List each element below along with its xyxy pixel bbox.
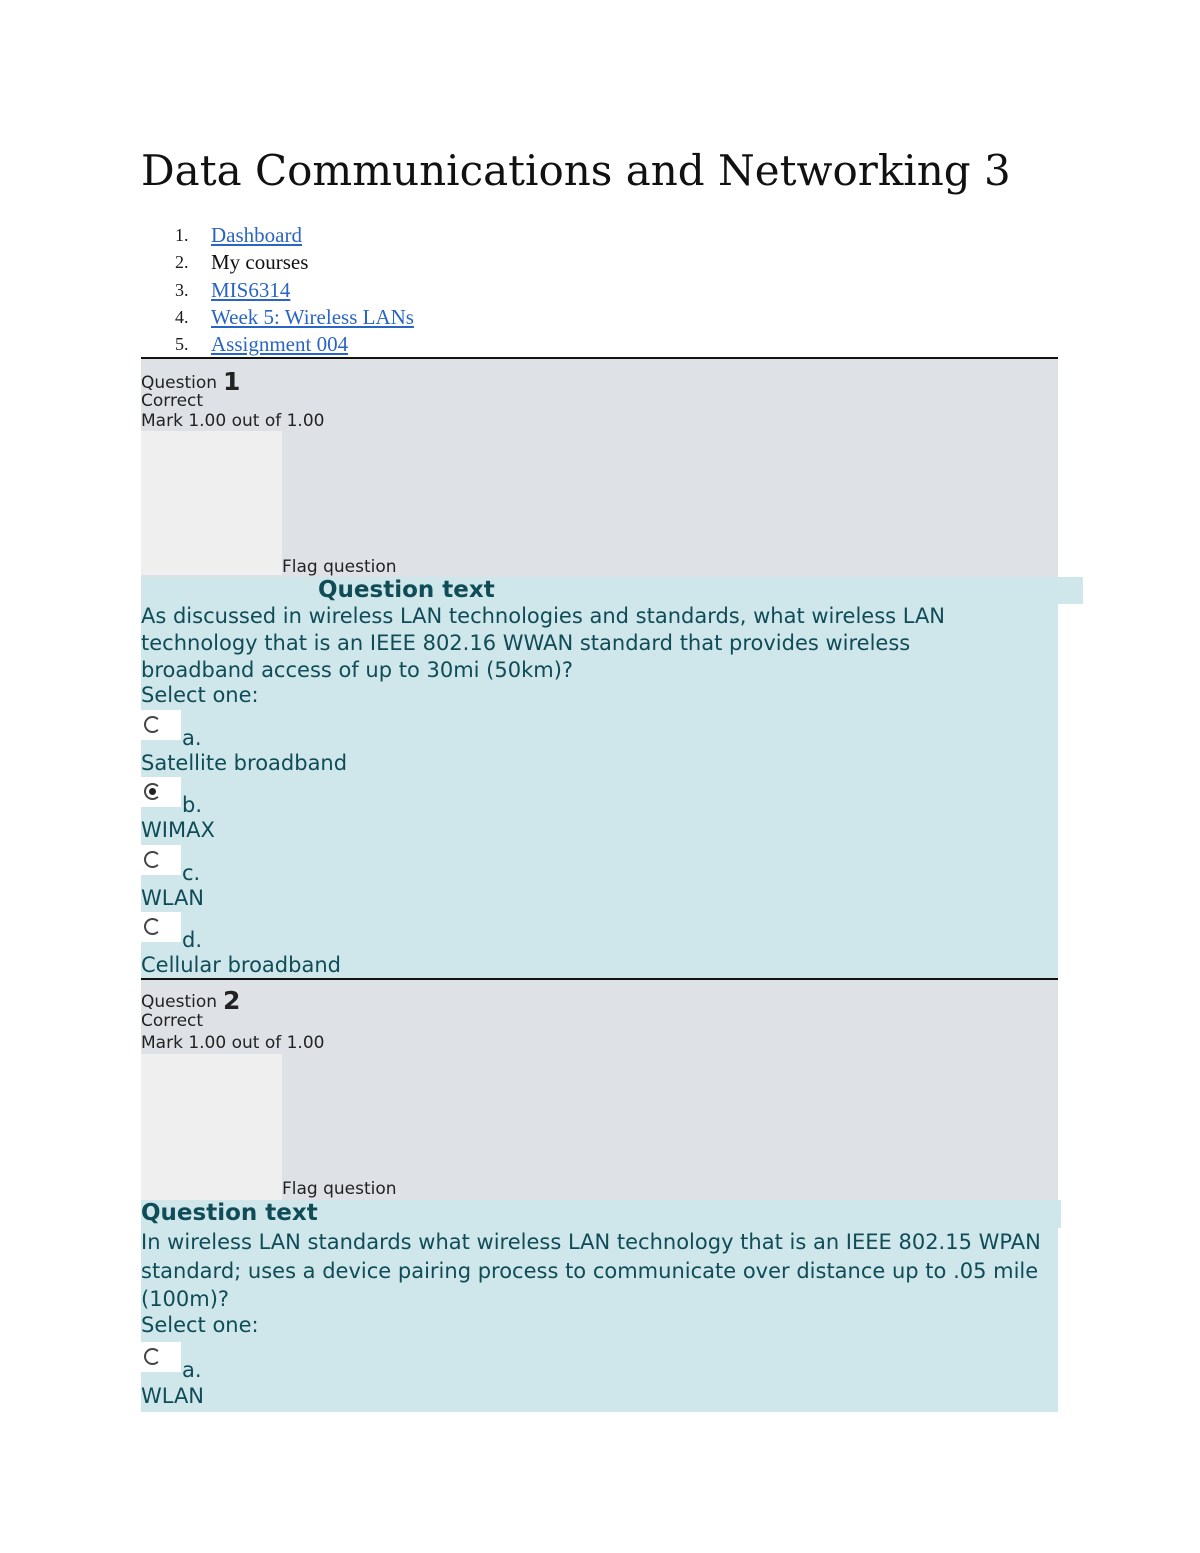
- answer-option-d[interactable]: [141, 912, 341, 952]
- option-letter: a.: [182, 1358, 202, 1382]
- breadcrumb-link-dashboard[interactable]: Dashboard: [211, 223, 302, 247]
- radio-unchecked-icon[interactable]: [144, 918, 161, 935]
- question-mark: Mark 1.00 out of 1.00: [141, 1033, 325, 1053]
- radio-unchecked-icon[interactable]: [144, 1348, 161, 1365]
- breadcrumb-link-week[interactable]: Week 5: Wireless LANs: [211, 304, 414, 329]
- option-text: Cellular broadband: [141, 953, 341, 977]
- radio-box: [141, 710, 181, 740]
- radio-box: [141, 1342, 181, 1372]
- radio-box: [141, 777, 181, 807]
- answer-option-a[interactable]: [141, 710, 341, 750]
- option-text: WIMAX: [141, 818, 215, 842]
- question-text: In wireless LAN standards what wireless LAN technology that is an IEEE 802.15 WPAN standard; uses a device pairing process to communicate over distance up to .05 mile (100m)?: [141, 1230, 1041, 1311]
- breadcrumb-number: 5.: [175, 334, 189, 355]
- breadcrumb-item-week[interactable]: [141, 304, 414, 331]
- question-mark: Mark 1.00 out of 1.00: [141, 411, 325, 431]
- question-number-value: 1: [223, 367, 241, 396]
- option-text: WLAN: [141, 886, 205, 910]
- select-prompt: Select one:: [141, 683, 259, 707]
- question-number: [141, 365, 240, 394]
- breadcrumb-link-course[interactable]: MIS6314: [211, 277, 291, 302]
- question-text: As discussed in wireless LAN technologies and standards, what wireless LAN technology that is an IEEE 802.16 WWAN standard that provides wireless broadband access of up to 30mi (50km)?: [141, 604, 946, 682]
- question-text-heading: Question text: [318, 577, 495, 603]
- flag-question-area[interactable]: [141, 431, 282, 575]
- radio-box: [141, 912, 181, 942]
- flag-question-link[interactable]: Flag question: [282, 1179, 397, 1199]
- question-text-heading: Question text: [141, 1200, 318, 1226]
- radio-checked-icon[interactable]: [144, 783, 161, 800]
- question-number-value: 2: [223, 986, 241, 1015]
- radio-box: [141, 845, 181, 875]
- page-title: Data Communications and Networking 3: [141, 146, 1011, 195]
- breadcrumb: [141, 222, 414, 358]
- breadcrumb-item-course[interactable]: [141, 277, 414, 304]
- breadcrumb-text-my-courses: My courses: [211, 250, 309, 275]
- breadcrumb-link-assignment[interactable]: Assignment 004: [211, 332, 349, 357]
- option-text: Satellite broadband: [141, 751, 348, 775]
- breadcrumb-number: 3.: [175, 279, 189, 300]
- breadcrumb-item-my-courses: [141, 249, 414, 276]
- question-2-info: [141, 978, 1058, 1200]
- question-label: Question: [141, 373, 218, 393]
- breadcrumb-item-assignment[interactable]: [141, 331, 414, 358]
- question-1-info: [141, 357, 1058, 577]
- breadcrumb-number: 1.: [175, 225, 189, 245]
- question-number: [141, 984, 240, 1013]
- flag-question-link[interactable]: Flag question: [282, 557, 397, 577]
- breadcrumb-number: 4.: [175, 306, 189, 327]
- question-2-body: [141, 1200, 1058, 1412]
- breadcrumb-number: 2.: [175, 252, 189, 273]
- answer-option-a[interactable]: [141, 1342, 341, 1382]
- question-status: Correct: [141, 1011, 204, 1031]
- answer-option-c[interactable]: [141, 845, 341, 885]
- flag-question-area[interactable]: [141, 1054, 282, 1200]
- option-text: WLAN: [141, 1384, 205, 1408]
- option-letter: a.: [182, 726, 202, 750]
- question-label: Question: [141, 992, 218, 1012]
- option-letter: b.: [182, 793, 203, 817]
- option-letter: d.: [182, 928, 203, 952]
- radio-unchecked-icon[interactable]: [144, 851, 161, 868]
- question-1-body: [141, 577, 1058, 978]
- breadcrumb-item-dashboard[interactable]: [141, 222, 414, 249]
- select-prompt: Select one:: [141, 1313, 259, 1337]
- option-letter: c.: [182, 861, 201, 885]
- question-status: Correct: [141, 391, 204, 411]
- radio-unchecked-icon[interactable]: [144, 716, 161, 733]
- answer-option-b[interactable]: [141, 777, 341, 817]
